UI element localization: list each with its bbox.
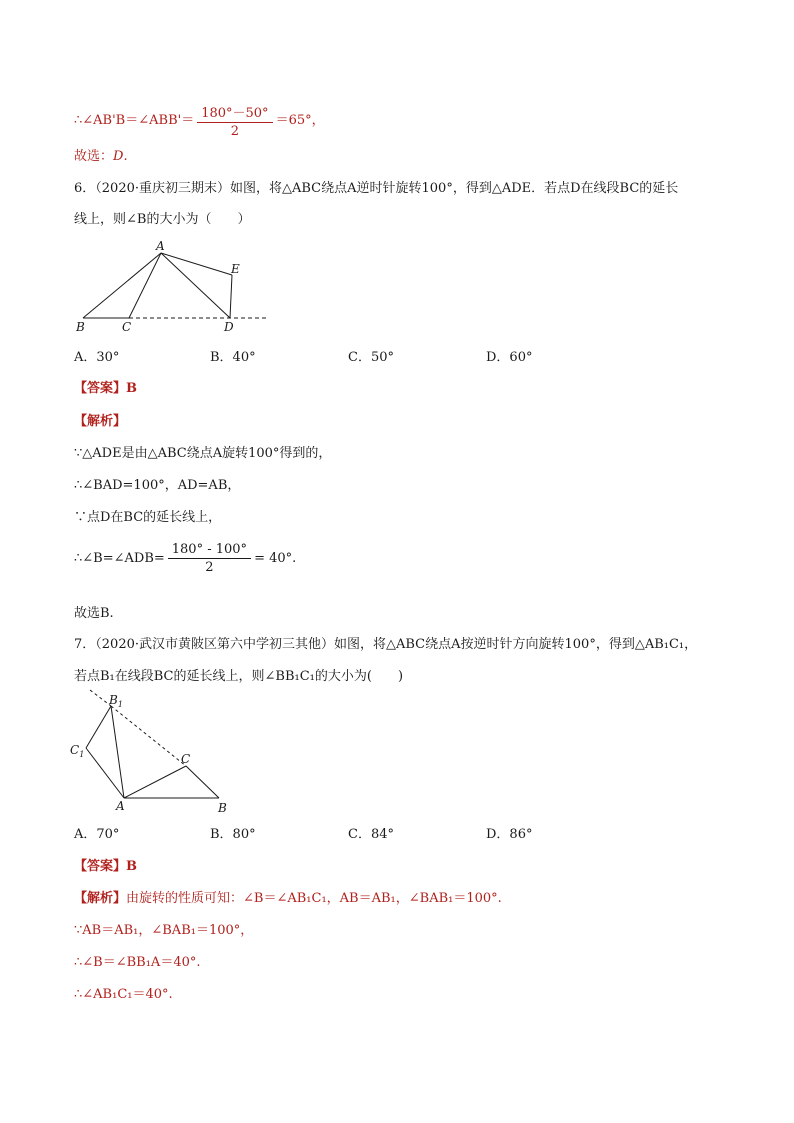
q6-conclusion: 故选B. xyxy=(74,606,114,621)
q7-seg-b1c xyxy=(111,706,186,766)
q6-calc-line xyxy=(74,542,296,575)
q6-seg-ed xyxy=(230,275,232,318)
prev-choice-answer: D xyxy=(113,149,124,164)
q7-option-b[interactable]: B．80° xyxy=(210,827,256,842)
q7-figure xyxy=(66,688,246,816)
q6-text-line-2: 线上，则∠B的大小为（ ） xyxy=(74,212,251,227)
q6-label-b: B xyxy=(76,320,85,334)
q7-seg-ac xyxy=(124,766,186,798)
q7-label-b1: $B_1$ xyxy=(109,693,123,709)
q6-analysis-line-3: ∵点D在BC的延长线上， xyxy=(74,510,222,525)
q6-option-c[interactable]: C．50° xyxy=(348,350,394,365)
prev-fraction-numerator: 180°－50° xyxy=(197,102,272,123)
prev-choice-end: . xyxy=(123,149,128,164)
prev-choice-label: 故选： xyxy=(74,149,114,164)
q6-calc-suffix: = 40°. xyxy=(254,551,297,566)
q7-label-b: B xyxy=(218,801,227,815)
q6-text-line-1: 6．（2020·重庆初三期末）如图，将△ABC绕点A逆时针旋转100°，得到△ADE．若点D在线段BC的延长 xyxy=(74,181,679,196)
prev-result-prefix: ∴∠AB'B＝∠ABB'＝ xyxy=(74,113,195,128)
q7-analysis-line-1: ∵AB＝AB₁，∠BAB₁＝100°， xyxy=(74,923,254,938)
q7-option-d[interactable]: D．86° xyxy=(486,827,533,842)
q6-seg-ae xyxy=(161,253,232,275)
q6-analysis-line-1: ∵△ADE是由△ABC绕点A旋转100°得到的， xyxy=(74,446,332,461)
q6-seg-ad xyxy=(161,253,230,318)
q6-label-c: C xyxy=(122,320,132,334)
prev-result-suffix: ＝65°， xyxy=(275,113,325,128)
q7-analysis-first: 由旋转的性质可知：∠B＝∠AB₁C₁，AB＝AB₁，∠BAB₁＝100°. xyxy=(126,891,502,906)
q7-label-c: C xyxy=(181,752,191,766)
q7-seg-cb xyxy=(186,766,219,798)
q6-option-d[interactable]: D．60° xyxy=(486,350,533,365)
q6-label-e: E xyxy=(231,262,240,276)
q6-fraction-numerator: 180° - 100° xyxy=(168,542,251,559)
q7-seg-b1c1 xyxy=(86,706,111,748)
q6-fraction-denominator: 2 xyxy=(205,560,214,575)
q6-label-a: A xyxy=(156,239,165,253)
q7-analysis-heading: 【解析】 xyxy=(74,891,127,906)
q6-figure xyxy=(70,236,270,336)
q7-label-a: A xyxy=(116,799,125,813)
prev-fraction xyxy=(197,102,272,139)
q7-analysis-line-2: ∴∠B＝∠BB₁A＝40°. xyxy=(74,955,201,970)
q6-fraction xyxy=(168,542,251,575)
q7-text-line-2: 若点B₁在线段BC的延长线上，则∠BB₁C₁的大小为( ) xyxy=(74,669,404,684)
q7-seg-extension xyxy=(90,690,111,706)
q6-seg-ab xyxy=(83,253,161,318)
q6-label-d: D xyxy=(224,320,234,334)
q6-calc-prefix: ∴∠B=∠ADB= xyxy=(74,551,165,566)
q6-answer: 【答案】B xyxy=(74,381,137,396)
q6-option-a[interactable]: A．30° xyxy=(74,350,120,365)
prev-fraction-denominator: 2 xyxy=(230,124,240,139)
q6-option-b[interactable]: B．40° xyxy=(210,350,256,365)
q7-analysis-first-line xyxy=(74,887,502,906)
q7-text-line-1: 7．（2020·武汉市黄陂区第六中学初三其他）如图，将△ABC绕点A按逆时针方向旋转100°，得到△AB₁C₁， xyxy=(74,637,698,652)
q7-option-c[interactable]: C．84° xyxy=(348,827,394,842)
q7-option-a[interactable]: A．70° xyxy=(74,827,120,842)
q6-analysis-heading: 【解析】 xyxy=(74,414,127,429)
q6-analysis-line-2: ∴∠BAD=100°，AD=AB， xyxy=(74,478,241,493)
q6-seg-ac xyxy=(129,253,161,318)
q7-label-c1: $C_1$ xyxy=(70,743,85,759)
prev-choice-line xyxy=(74,145,128,164)
q7-answer: 【答案】B xyxy=(74,859,137,874)
prev-result-line xyxy=(74,102,325,139)
q7-analysis-line-3: ∴∠AB₁C₁＝40°. xyxy=(74,987,173,1002)
